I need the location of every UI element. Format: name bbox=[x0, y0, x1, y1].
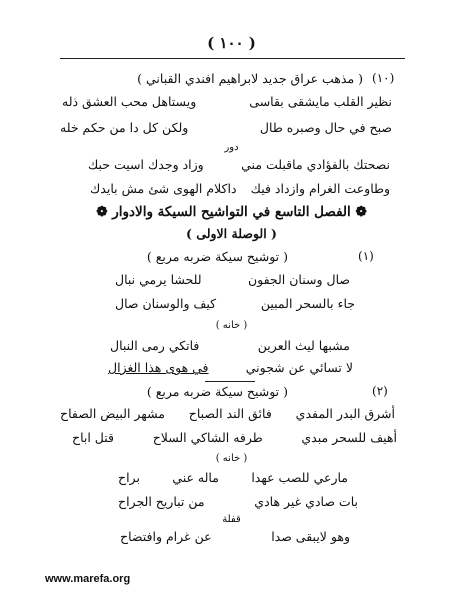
hemistich-left: وزاد وجدك اسيت حبك bbox=[88, 157, 204, 172]
hemistich-right: مشبها ليث العرين bbox=[257, 338, 350, 353]
hemistich-right: مارعي للصب عهدا bbox=[251, 470, 348, 485]
hemistich-left: فاتكي رمى النبال bbox=[110, 338, 200, 353]
poem-couplet bbox=[90, 181, 390, 196]
poem-couplet bbox=[115, 296, 355, 311]
page-number: ( ١٠٠ ) bbox=[207, 34, 256, 52]
dor-label: دور bbox=[224, 142, 239, 153]
hemistich-right: نظير القلب مايشقى بقاسى bbox=[249, 94, 392, 109]
section-number: (١) bbox=[358, 249, 374, 263]
hemistich-right: صال وسنان الجفون bbox=[247, 272, 350, 287]
khana-label: ( خانه ) bbox=[215, 453, 248, 464]
hemistich-right: أشرق البدر المفدي bbox=[295, 406, 395, 421]
section-heading: ( توشيح سيكة ضربه مربع ) bbox=[146, 249, 288, 264]
hemistich-left: ويستاهل محب العشق ذله bbox=[62, 94, 197, 109]
poem-couplet bbox=[110, 338, 350, 353]
qafla-label: قفلة bbox=[222, 514, 241, 525]
hemistich-left: قتل اباح bbox=[72, 430, 115, 445]
section-number: (٢) bbox=[372, 384, 388, 398]
khana-label: ( خانه ) bbox=[215, 320, 248, 331]
hemistich-left: مشهر البيض الصفاح bbox=[60, 406, 165, 421]
hemistich-left: ولكن كل دا من حكم خله bbox=[60, 120, 189, 135]
poem-couplet bbox=[108, 360, 353, 375]
hemistich-right: بات صادي غير هادي bbox=[254, 494, 358, 509]
section-heading: ( توشيح سيكة ضربه مربع ) bbox=[146, 384, 288, 399]
hemistich-right: جاء بالسحر المبين bbox=[260, 296, 355, 311]
hemistich-right: نصحتك بالفؤادي ماقبلت مني bbox=[241, 157, 390, 172]
section-divider bbox=[205, 381, 255, 382]
section-heading: ( مذهب عراق جديد لابراهيم افندي القباني ) bbox=[137, 71, 363, 86]
ornament-icon: ❁ bbox=[350, 204, 367, 220]
chapter-title-text: الفصل التاسع في التواشيح السيكة والادوار bbox=[112, 204, 351, 220]
hemistich-right: صبح في حال وصبره طال bbox=[259, 120, 392, 135]
poem-couplet bbox=[60, 120, 392, 135]
poem-couplet bbox=[115, 272, 350, 287]
poem-couplet bbox=[72, 430, 397, 445]
poem-couplet bbox=[88, 157, 390, 172]
hemistich-middle: فائق الند الصباح bbox=[188, 406, 272, 421]
poem-couplet bbox=[118, 494, 358, 509]
hemistich-left: براح bbox=[118, 470, 140, 485]
poem-couplet bbox=[118, 470, 348, 485]
poem-couplet bbox=[62, 94, 392, 109]
hemistich-right: لا تسائي عن شجوني bbox=[245, 360, 353, 375]
ornament-icon: ❁ bbox=[96, 204, 113, 220]
hemistich-right: أهيف للسحر مبدي bbox=[301, 430, 397, 445]
hemistich-right: وهو لايبقى صدا bbox=[271, 529, 350, 544]
hemistich-left: من تباريح الجراح bbox=[118, 494, 205, 509]
poem-couplet bbox=[120, 529, 350, 544]
hemistich-middle: طرفه الشاكي السلاح bbox=[152, 430, 263, 445]
hemistich-left: للحشا يرمي نبال bbox=[115, 272, 202, 287]
chapter-title bbox=[0, 204, 463, 220]
hemistich-left: داكلام الهوى شئ مش بايدك bbox=[90, 181, 237, 196]
hemistich-left: كيف والوسنان صال bbox=[115, 296, 217, 311]
footer-watermark: www.marefa.org bbox=[45, 573, 131, 585]
wasla-title: ( الوصلة الاولى ) bbox=[186, 226, 277, 241]
poem-couplet bbox=[60, 406, 395, 421]
hemistich-left: عن غرام وافتضاح bbox=[120, 529, 212, 544]
hemistich-left: في هوى هذا الغزال bbox=[108, 360, 209, 375]
section-number: (١٠) bbox=[372, 71, 395, 85]
hemistich-right: وطاوعت الغرام وازداد فيك bbox=[250, 181, 390, 196]
header-divider bbox=[60, 58, 405, 59]
hemistich-middle: ماله عني bbox=[172, 470, 219, 485]
